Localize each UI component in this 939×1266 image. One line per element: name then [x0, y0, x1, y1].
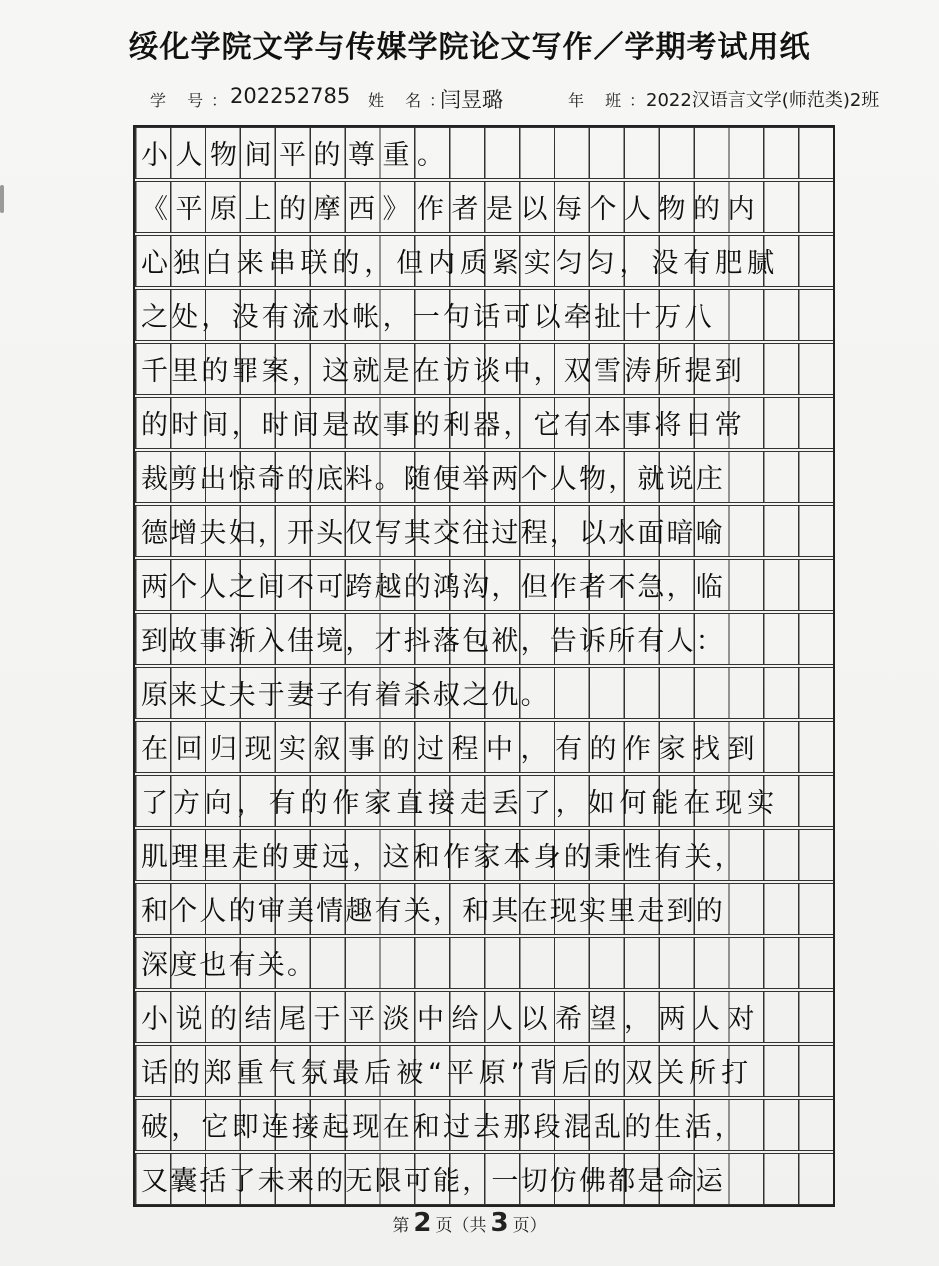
name-value: 闫昱璐 — [440, 88, 503, 112]
page-suffix: 页） — [512, 1216, 547, 1236]
grid-row — [135, 505, 833, 557]
binding-hole-mark — [0, 185, 4, 213]
grid-row — [135, 991, 833, 1043]
class-label: 年 班： — [568, 91, 654, 110]
grid-row — [135, 1045, 833, 1097]
handwritten-line: 和个人的审美情趣有关，和其在现实里走到的 — [141, 896, 725, 927]
current-page-number: 2 — [413, 1208, 432, 1238]
grid-row — [135, 1099, 833, 1151]
handwritten-line: 小人物间平的尊重。 — [141, 140, 452, 171]
grid-row — [135, 829, 833, 881]
handwritten-line: 小说的结尾于平淡中给人以希望，两人对 — [141, 1004, 762, 1035]
page-prefix: 第 — [392, 1216, 410, 1236]
grid-row — [135, 937, 833, 989]
grid-row — [135, 235, 833, 287]
writing-grid — [133, 125, 835, 1207]
student-id-value: 202252785 — [230, 84, 351, 108]
handwritten-line: 破，它即连接起现在和过去那段混乱的生活， — [141, 1112, 745, 1143]
grid-row — [135, 883, 833, 935]
grid-row — [135, 343, 833, 395]
page-number — [0, 1208, 939, 1238]
grid-row — [135, 559, 833, 611]
grid-row — [135, 667, 833, 719]
grid-row — [135, 397, 833, 449]
handwritten-line: 了方向，有的作家直接走丢了，如何能在现实 — [141, 788, 779, 819]
grid-row — [135, 289, 833, 341]
handwritten-line: 之处，没有流水帐，一句话可以牵扯十万八 — [141, 302, 715, 333]
student-id-label: 学 号： — [150, 91, 236, 110]
handwritten-line: 《平原上的摩西》作者是以每个人物的内 — [141, 194, 762, 225]
handwritten-line: 两个人之间不可跨越的鸿沟，但作者不急，临 — [141, 572, 725, 603]
grid-row — [135, 181, 833, 233]
grid-row — [135, 775, 833, 827]
grid-row — [135, 127, 833, 179]
grid-row — [135, 721, 833, 773]
class-value: 2022汉语言文学(师范类)2班 — [646, 90, 880, 111]
name-label: 姓 名： — [368, 91, 454, 110]
handwritten-line: 心独白来串联的，但内质紧实匀匀，没有肥腻 — [141, 248, 779, 279]
grid-row — [135, 1153, 833, 1205]
handwritten-line: 到故事渐入佳境，才抖落包袱，告诉所有人： — [141, 626, 725, 657]
handwritten-line: 深度也有关。 — [141, 950, 317, 981]
student-info-line — [150, 84, 899, 118]
grid-row — [135, 451, 833, 503]
handwritten-line: 的时间，时间是故事的利器，它有本事将日常 — [141, 410, 745, 441]
handwritten-line: 裁剪出惊奇的底料。随便举两个人物，就说庄 — [141, 464, 725, 495]
page-middle: 页（共 — [435, 1216, 487, 1236]
grid-row — [135, 613, 833, 665]
handwritten-line: 原来丈夫于妻子有着杀叔之仇。 — [141, 680, 550, 711]
page-title: 绥化学院文学与传媒学院论文写作／学期考试用纸 — [128, 30, 811, 65]
handwritten-line: 德增夫妇，开头仅写其交往过程，以水面暗喻 — [141, 518, 725, 549]
handwritten-line: 肌理里走的更远，这和作家本身的秉性有关， — [141, 842, 745, 873]
handwritten-line: 在回归现实叙事的过程中，有的作家找到 — [141, 734, 762, 765]
handwritten-line: 又囊括了未来的无限可能，一切仿佛都是命运 — [141, 1166, 725, 1197]
handwritten-line: 千里的罪案，这就是在访谈中，双雪涛所提到 — [141, 356, 745, 387]
total-page-number: 3 — [490, 1208, 509, 1238]
handwritten-line: 话的郑重气氛最后被“平原”背后的双关所打 — [141, 1058, 753, 1089]
